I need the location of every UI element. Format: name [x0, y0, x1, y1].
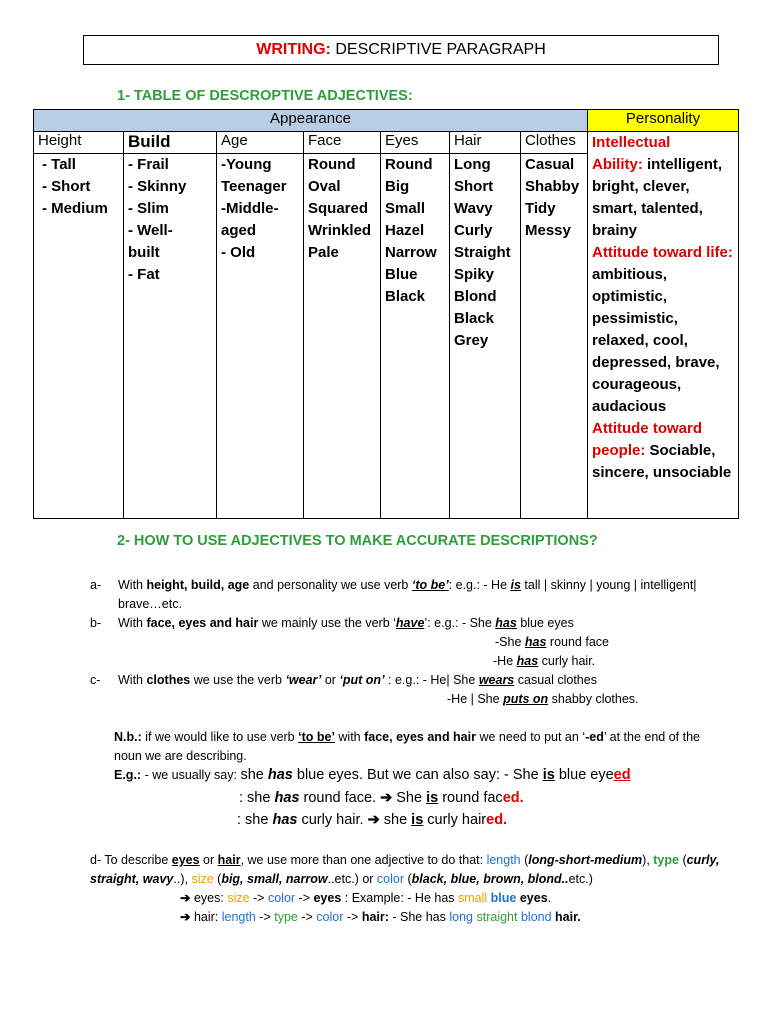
list-item: - Well- — [128, 222, 173, 239]
title-prefix: WRITING: — [256, 41, 331, 58]
list-item: Short — [454, 178, 494, 195]
ability-list: intelligent, bright, clever, smart, talented, brainy — [592, 156, 723, 239]
rule-c-example-2: -He | She puts on shabby clothes. — [447, 692, 639, 706]
col-header-eyes: Eyes — [381, 132, 450, 154]
list-item: Squared — [308, 200, 369, 217]
list-item: Big — [385, 178, 410, 195]
list-item: - Old — [221, 244, 256, 261]
ability-label: Ability: — [592, 156, 643, 173]
list-item: Blond — [454, 288, 497, 305]
eyes-values — [381, 154, 450, 519]
age-values — [217, 154, 304, 519]
clothes-values — [521, 154, 588, 519]
personality-cell — [588, 132, 739, 519]
rule-b-example-2: -She has round face — [495, 635, 609, 649]
list-item: - Skinny — [128, 178, 187, 195]
page-title — [83, 35, 719, 65]
col-header-hair: Hair — [450, 132, 521, 154]
list-item: Messy — [525, 222, 571, 239]
col-header-clothes: Clothes — [521, 132, 588, 154]
rule-b-example-3: -He has curly hair. — [493, 654, 596, 668]
list-item: - Short — [42, 178, 91, 195]
list-item: Curly — [454, 222, 493, 239]
list-item: Round — [385, 156, 433, 173]
height-values — [34, 154, 124, 519]
hair-values — [450, 154, 521, 519]
adjectives-table — [33, 109, 739, 519]
people-label: Attitude toward people: — [592, 420, 702, 459]
rule-d-text: d- To describe eyes or hair, we use more than one adjective to do that: length (long-short-medium), type (curly, straight, wavy..), size (big, small, narrow..etc.) or color (black, blue, brown, blond..etc.) — [90, 853, 720, 886]
nb-example-2: : she has round face. ➔ She is round faced. — [239, 790, 524, 806]
col-header-age: Age — [217, 132, 304, 154]
list-item: Teenager — [221, 178, 287, 195]
rule-b-marker: b- — [90, 616, 102, 630]
intellectual-label: Intellectual — [592, 134, 671, 151]
list-item: -Young — [221, 156, 272, 173]
list-item: Grey — [454, 332, 489, 349]
personality-header: Personality — [588, 110, 739, 132]
list-item: - Tall — [42, 156, 76, 173]
people-list: Sociable, sincere, unsociable — [592, 442, 732, 481]
col-header-height: Height — [34, 132, 124, 154]
build-values — [124, 154, 217, 519]
nb-note: N.b.: if we would like to use verb ‘to be’ with face, eyes and hair we need to put an ‘-ed’ at the end of the noun we are describing. — [114, 730, 700, 763]
list-item: Spiky — [454, 266, 495, 283]
list-item: aged — [221, 222, 257, 239]
face-values — [304, 154, 381, 519]
list-item: Long — [454, 156, 491, 173]
list-item: - Medium — [42, 200, 108, 217]
section2-heading: 2- HOW TO USE ADJECTIVES TO MAKE ACCURATE DESCRIPTIONS? — [117, 533, 598, 549]
list-item: Hazel — [385, 222, 425, 239]
list-item: Narrow — [385, 244, 437, 261]
life-list: ambitious, optimistic, pessimistic, relaxed, cool, depressed, brave, courageous, audacious — [592, 266, 720, 415]
rule-a-text: With height, build, age and personality we use verb ‘to be’: e.g.: - He is tall | skinny | young | intelligent| brave…etc. — [118, 578, 697, 611]
list-item: -Middle- — [221, 200, 279, 217]
title-text: DESCRIPTIVE PARAGRAPH — [335, 41, 546, 58]
list-item: Blue — [385, 266, 418, 283]
eyes-order: ➔ eyes: size -> color -> eyes : Example: - He has small blue eyes. — [180, 891, 552, 905]
list-item: Small — [385, 200, 426, 217]
col-header-face: Face — [304, 132, 381, 154]
list-item: Straight — [454, 244, 511, 261]
col-header-build: Build — [124, 132, 217, 154]
life-label: Attitude toward life: — [592, 244, 733, 261]
list-item: Shabby — [525, 178, 580, 195]
list-item: - Slim — [128, 200, 169, 217]
rule-c-marker: c- — [90, 673, 101, 687]
list-item: Black — [454, 310, 495, 327]
list-item: Round — [308, 156, 356, 173]
hair-order: ➔ hair: length -> type -> color -> hair: - She has long straight blond hair. — [180, 910, 581, 924]
list-item: Wavy — [454, 200, 493, 217]
appearance-header: Appearance — [34, 110, 588, 132]
list-item: Oval — [308, 178, 341, 195]
list-item: Tidy — [525, 200, 556, 217]
rule-a-marker: a- — [90, 578, 102, 592]
list-item: built — [128, 244, 160, 261]
rule-c-text: With clothes we use the verb ‘wear’ or ‘put on’ : e.g.: - He| She wears casual clothes — [118, 673, 597, 687]
section1-heading: 1- TABLE OF DESCROPTIVE ADJECTIVES: — [117, 88, 413, 104]
list-item: - Fat — [128, 266, 160, 283]
rule-b-text: With face, eyes and hair we mainly use the verb ‘have’: e.g.: - She has blue eyes — [118, 616, 574, 630]
nb-example-1: E.g.: - we usually say: she has blue eyes. But we can also say: - She is blue eyeed — [114, 767, 631, 783]
list-item: Black — [385, 288, 426, 305]
list-item: Pale — [308, 244, 339, 261]
list-item: Casual — [525, 156, 575, 173]
list-item: Wrinkled — [308, 222, 372, 239]
nb-example-3: : she has curly hair. ➔ she is curly haired. — [237, 812, 508, 828]
list-item: - Frail — [128, 156, 169, 173]
